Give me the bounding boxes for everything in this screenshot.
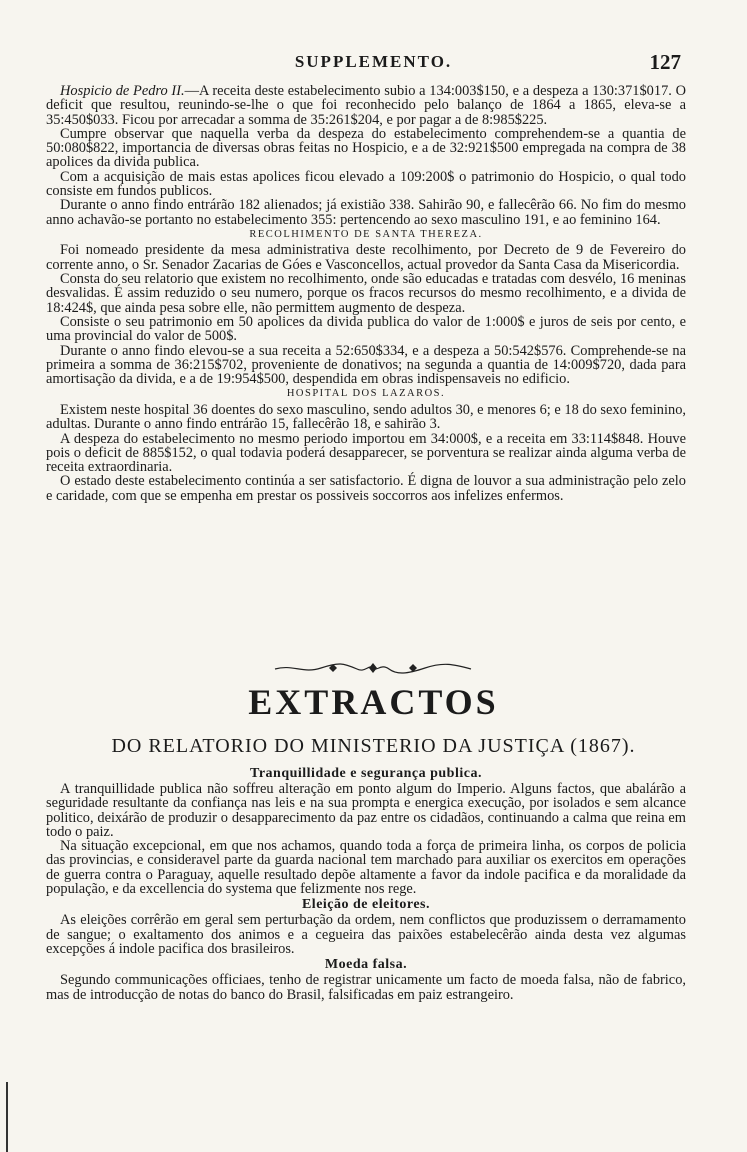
extracts-subtitle: DO RELATORIO DO MINISTERIO DA JUSTIÇA (1867). [111, 735, 636, 757]
section-heading-moeda-falsa: Moeda falsa. [324, 957, 408, 973]
page-number: 127 [649, 50, 681, 74]
paragraph: Na situação excepcional, em que nos achamos, quando toda a força de primeira linha, os corpos de policia das provincias, e consideravel parte da guarda nacional tem marchado para auxiliar os exercitos em operações de guerra contra o Paraguay, aquelle resultado depõe altamente a favor da indole pacifica e da moralidade da população, e da excellencia do systema que felizmente nos rege. [46, 838, 686, 898]
paragraph: Segundo communicações officiaes, tenho de registrar unicamente um facto de moeda falsa, não de fabrico, mas de introducção de notas do banco do Brasil, falsificadas em paiz estrangeiro. [46, 972, 686, 1003]
ornament-divider-icon [273, 660, 473, 676]
running-head [0, 52, 747, 76]
paragraph: Durante o anno findo elevou-se a sua receita a 52:650$334, e a despeza a 50:542$576. Comprehende-se na primeira a somma de 36:215$702, proveniente de donativos; na segunda a quantia de 14:009$720, dada para amortisação da divida, e a de 19:954$500, despendida em obras indispensaveis no edificio. [46, 342, 686, 388]
paragraph: As eleições corrêrão em geral sem perturbação da ordem, nem conflictos que produzissem o derramamento de sangue; o exaltamento dos animos e a cegueira das paixões estabelecêrão ainda desta vez algumas excepções á indole pacifica dos brasileiros. [46, 912, 686, 957]
section-heading-eleicao: Eleição de eleitores. [301, 897, 431, 913]
paragraph-text: —A receita deste estabelecimento subio a 134:003$150, e a despeza a 130:371$017. O deficit que resultou, reunindo-se-lhe o que foi reconhecido pelo balanço de 1864 a 1865, eleva-se a 35:450$033. Ficou por arrecadar a somma de 35:261$204, e por pagar a de 8:985$225. [46, 83, 687, 128]
paragraph: O estado deste estabelecimento continúa a ser satisfactorio. É digna de louvor a sua administração pelo zelo e caridade, com que se empenha em prestar os possiveis soccorros aos infelizes enfermos. [46, 473, 686, 504]
top-section [46, 84, 686, 503]
section-heading-santa-thereza: RECOLHIMENTO DE SANTA THEREZA. [249, 228, 483, 240]
running-head-title: SUPPLEMENTO. [294, 52, 453, 71]
section-heading-lazaros: HOSPITAL DOS LAZAROS. [286, 388, 446, 400]
extracts-title: EXTRACTOS [248, 682, 499, 722]
paragraph: Cumpre observar que naquella verba da despeza do estabelecimento comprehendem-se a quantia de 50:080$822, importancia de diversas obras feitas no Hospicio, e a de 32:921$500 empregada na compra de 38 apolices da divida publica. [46, 125, 686, 171]
paragraph: Existem neste hospital 36 doentes do sexo masculino, sendo adultos 30, e menores 6; e 18 do sexo feminino, adultas. Durante o anno findo entrárão 15, fallecêrão 18, e sahirão 3. [46, 401, 686, 433]
extracts-section [46, 765, 686, 1002]
paragraph: Consta do seu relatorio que existem no recolhimento, onde são educadas e tratadas com desvélo, 16 meninas desvalidas. É assim reduzido o seu numero, porque os fracos recursos do mesmo recolhimento, e a divida de 18:424$, que ainda pesa sobre elle, não permittem augmento de despeza. [46, 271, 686, 316]
paragraph: Com a acquisição de mais estas apolices ficou elevado a 109:200$ o patrimonio do Hospicio, o qual todo consiste em fundos publicos. [46, 168, 686, 200]
margin-rule [6, 1082, 8, 1152]
paragraph-hospicio [46, 84, 686, 127]
paragraph: Durante o anno findo entrárão 182 alienados; já existião 338. Sahirão 90, e fallecêrão 66. No fim do mesmo anno achavão-se portanto no estabelecimento 355: pertencendo ao sexo masculino 191, e ao feminino 164. [46, 197, 686, 228]
paragraph-lead: Hospicio de Pedro II. [60, 83, 185, 99]
paragraph: A despeza do estabelecimento no mesmo periodo importou em 34:000$, e a receita em 33:114$848. Houve pois o deficit de 885$152, o qual todavia poderá desapparecer, se porventura se realizar ainda alguma verba de receita extraordinaria. [46, 430, 686, 476]
paragraph: Consiste o seu patrimonio em 50 apolices da divida publica do valor de 1:000$ e juros de seis por cento, e uma provincial do valor de 500$. [46, 313, 686, 345]
section-heading-tranquillidade: Tranquillidade e segurança publica. [250, 766, 482, 781]
paragraph: Foi nomeado presidente da mesa administrativa deste recolhimento, por Decreto de 9 de Fevereiro do corrente anno, o Sr. Senador Zacarias de Góes e Vasconcellos, actual provedor da Santa Casa da Misericordia. [46, 242, 686, 273]
paragraph: A tranquillidade publica não soffreu alteração em ponto algum do Imperio. Alguns factos, que abalárão a seguridade resultante da confiança nas leis e na sua prompta e energica execução, por isolados e sem alcance politico, deixárão de produzir o desapparecimento da paz entre os cidadãos, continuando a calma que reina em todo o paiz. [46, 781, 686, 840]
